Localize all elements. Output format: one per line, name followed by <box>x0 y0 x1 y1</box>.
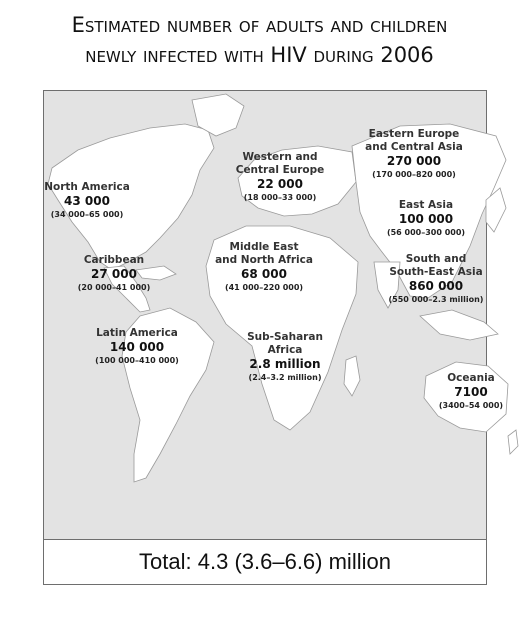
region-range: (34 000–65 000) <box>50 210 124 219</box>
region-range: (56 000–300 000) <box>386 228 466 237</box>
region-name: Western and Central Europe <box>235 151 325 176</box>
region-label-sub-saharan-africa <box>240 331 330 383</box>
region-value: 2.8 million <box>249 357 321 371</box>
region-range: (3400–54 000) <box>438 401 504 410</box>
region-label-middle-east-north-africa <box>212 241 316 293</box>
region-label-western-central-europe <box>228 151 332 203</box>
southeast-asia-islands <box>420 310 498 340</box>
region-name: South and South-East Asia <box>389 253 483 278</box>
region-name: Sub-Saharan Africa <box>247 331 323 356</box>
region-range: (41 000–220 000) <box>224 283 304 292</box>
madagascar-landmass <box>344 356 360 396</box>
region-label-oceania <box>430 372 512 411</box>
region-value: 27 000 <box>91 267 137 281</box>
region-range: (18 000–33 000) <box>243 193 317 202</box>
region-value: 7100 <box>454 385 488 399</box>
map-title-line-2: newly infected with HIV during 2006 <box>85 43 434 67</box>
region-range: (100 000–410 000) <box>95 356 179 365</box>
region-name: East Asia <box>398 199 454 211</box>
region-name: Caribbean <box>83 254 145 266</box>
region-label-caribbean <box>68 254 160 293</box>
total-summary-box <box>43 539 487 585</box>
new-zealand-landmass <box>508 430 518 454</box>
map-title-line-1: Estimated number of adults and children <box>71 13 448 37</box>
region-label-eastern-europe-central-asia <box>362 128 466 180</box>
region-range: (20 000–41 000) <box>77 283 151 292</box>
total-summary-text: Total: 4.3 (3.6–6.6) million <box>139 549 391 574</box>
region-value: 43 000 <box>64 194 110 208</box>
region-name: Eastern Europe and Central Asia <box>365 128 463 153</box>
region-value: 100 000 <box>398 212 454 226</box>
region-value: 140 000 <box>109 340 165 354</box>
region-name: Middle East and North Africa <box>215 241 313 266</box>
region-range: (170 000–820 000) <box>372 170 456 179</box>
region-label-south-southeast-asia <box>384 253 488 305</box>
region-value: 860 000 <box>408 279 464 293</box>
region-value: 22 000 <box>257 177 303 191</box>
region-label-latin-america <box>86 327 188 366</box>
region-value: 270 000 <box>386 154 442 168</box>
region-range: (550 000–2.3 million) <box>388 295 484 304</box>
region-name: North America <box>44 181 130 193</box>
region-name: Oceania <box>447 372 495 384</box>
region-label-east-asia <box>376 199 476 238</box>
region-value: 68 000 <box>241 267 287 281</box>
region-name: Latin America <box>96 327 178 339</box>
region-label-north-america <box>40 181 134 220</box>
region-range: (2.4–3.2 million) <box>248 373 322 382</box>
